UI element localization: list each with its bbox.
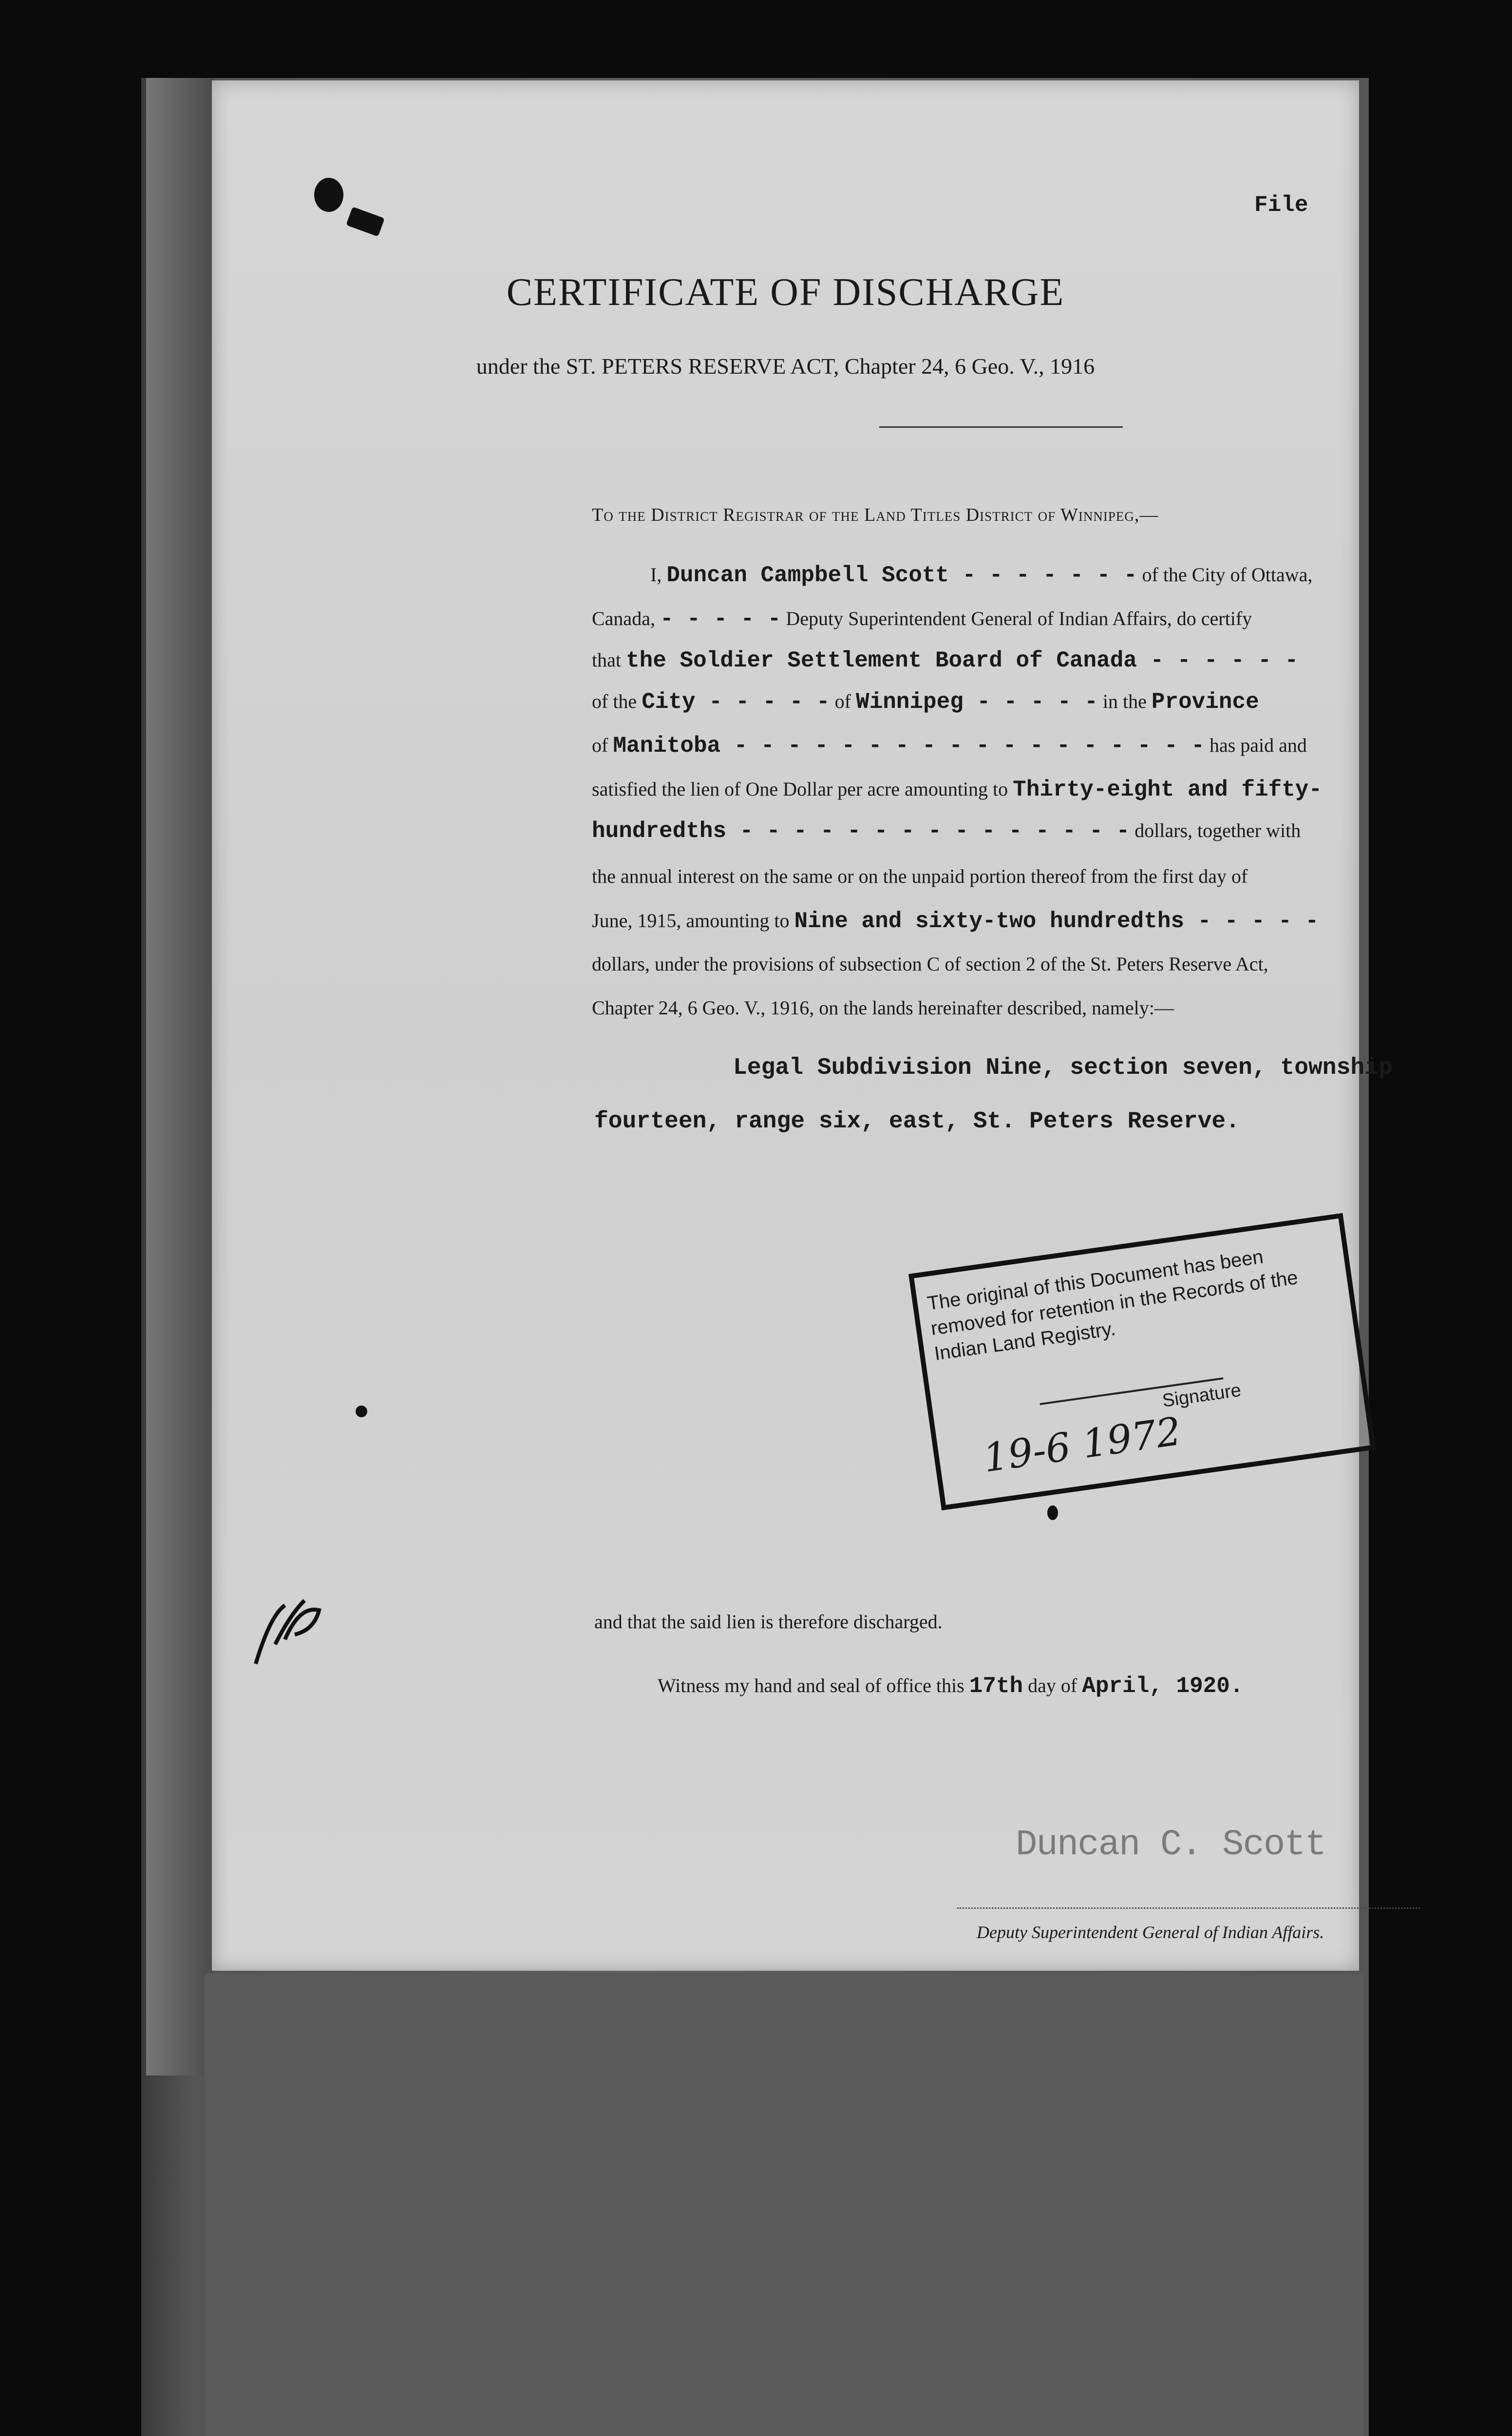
- ink-dot: [1047, 1505, 1058, 1520]
- place-type: City - - - - -: [642, 689, 830, 715]
- line-text: of: [834, 690, 851, 712]
- stamp-date: 19-6 1972: [980, 1408, 1184, 1481]
- line-text: that: [592, 649, 621, 671]
- lien-amount: Thirty-eight and fifty-: [1013, 777, 1323, 802]
- ink-blot: [346, 207, 384, 237]
- line-text: dollars, together with: [1134, 819, 1301, 841]
- line-text: of the City of Ottawa,: [1142, 564, 1313, 586]
- line-text: June, 1915, amounting to: [592, 910, 790, 932]
- region-name: Manitoba - - - - - - - - - - - - - - - - - -: [613, 733, 1205, 759]
- certificate-line-4: [592, 689, 1259, 715]
- certificate-line-9: [592, 909, 1319, 934]
- addressee-line: To the District Registrar of the Land Titles District of Winnipeg,—: [592, 505, 1159, 525]
- document-subtitle: under the ST. PETERS RESERVE ACT, Chapter 24, 6 Geo. V., 1916: [476, 354, 1095, 379]
- certificate-line-11: Chapter 24, 6 Geo. V., 1916, on the lands hereinafter described, namely:—: [592, 997, 1174, 1019]
- line-text: has paid and: [1209, 734, 1307, 756]
- mount-edge: [146, 78, 214, 2075]
- certificate-line-7: [592, 818, 1301, 844]
- certificate-line-5: [592, 733, 1307, 759]
- filler-dashes: - - - - -: [660, 607, 781, 632]
- certificate-line-2: [592, 607, 1252, 632]
- document-title: CERTIFICATE OF DISCHARGE: [506, 271, 1065, 314]
- certificate-line-1: [650, 563, 1312, 588]
- line-text: in the: [1102, 690, 1147, 712]
- place-name: Winnipeg - - - - -: [855, 689, 1098, 715]
- file-label: File: [1254, 192, 1308, 218]
- certificate-line-6: [592, 777, 1322, 802]
- region-type: Province: [1151, 689, 1259, 715]
- line-text: of: [592, 734, 608, 756]
- registry-stamp: [908, 1213, 1376, 1510]
- signatory-title: Deputy Superintendent General of Indian Affairs.: [977, 1922, 1324, 1942]
- line-text: of the: [592, 690, 637, 712]
- signature-line: [957, 1907, 1420, 1909]
- witness-day: 17th: [969, 1674, 1023, 1699]
- ink-dot: [356, 1406, 367, 1417]
- signature-stamp: Duncan C. Scott: [1016, 1825, 1326, 1865]
- certificate-page: [212, 80, 1393, 1971]
- interest-amount: Nine and sixty-two hundredths - - - - -: [794, 909, 1319, 934]
- margin-initials-mark: [241, 1586, 329, 1674]
- line-text: Canada,: [592, 608, 655, 629]
- legal-description-line-1: Legal Subdivision Nine, section seven, township: [733, 1055, 1393, 1081]
- lien-amount-continued: hundredths - - - - - - - - - - - - - - -: [592, 818, 1130, 844]
- line-text: I,: [650, 564, 662, 586]
- certificate-line-3: [592, 648, 1298, 673]
- witness-date: April, 1920.: [1082, 1674, 1244, 1699]
- line-text: satisfied the lien of One Dollar per acre amounting to: [592, 778, 1008, 800]
- ink-blot: [314, 178, 343, 212]
- line-text: Deputy Superintendent General of Indian Affairs, do certify: [786, 608, 1252, 629]
- line-text: Witness my hand and seal of office this: [658, 1675, 964, 1696]
- mount-board-bottom: [205, 1973, 1364, 2436]
- stamp-text: The original of this Document has been removed for retention in the Records of the Indian Land Registry.: [926, 1246, 1300, 1365]
- legal-description-line-2: fourteen, range six, east, St. Peters Reserve.: [594, 1108, 1240, 1135]
- stamp-signature-label: Signature: [1161, 1380, 1243, 1411]
- line-text: day of: [1028, 1675, 1077, 1696]
- signatory-name: Duncan Campbell Scott - - - - - - -: [666, 563, 1137, 588]
- title-divider: [879, 426, 1123, 428]
- certificate-line-10: dollars, under the provisions of subsection C of section 2 of the St. Peters Reserve Act,: [592, 953, 1268, 975]
- discharge-statement: and that the said lien is therefore discharged.: [594, 1611, 943, 1633]
- witness-line: [658, 1674, 1244, 1699]
- certificate-line-8: the annual interest on the same or on the unpaid portion thereof from the first day of: [592, 865, 1248, 887]
- payer-name: the Soldier Settlement Board of Canada - - - - - -: [625, 648, 1299, 673]
